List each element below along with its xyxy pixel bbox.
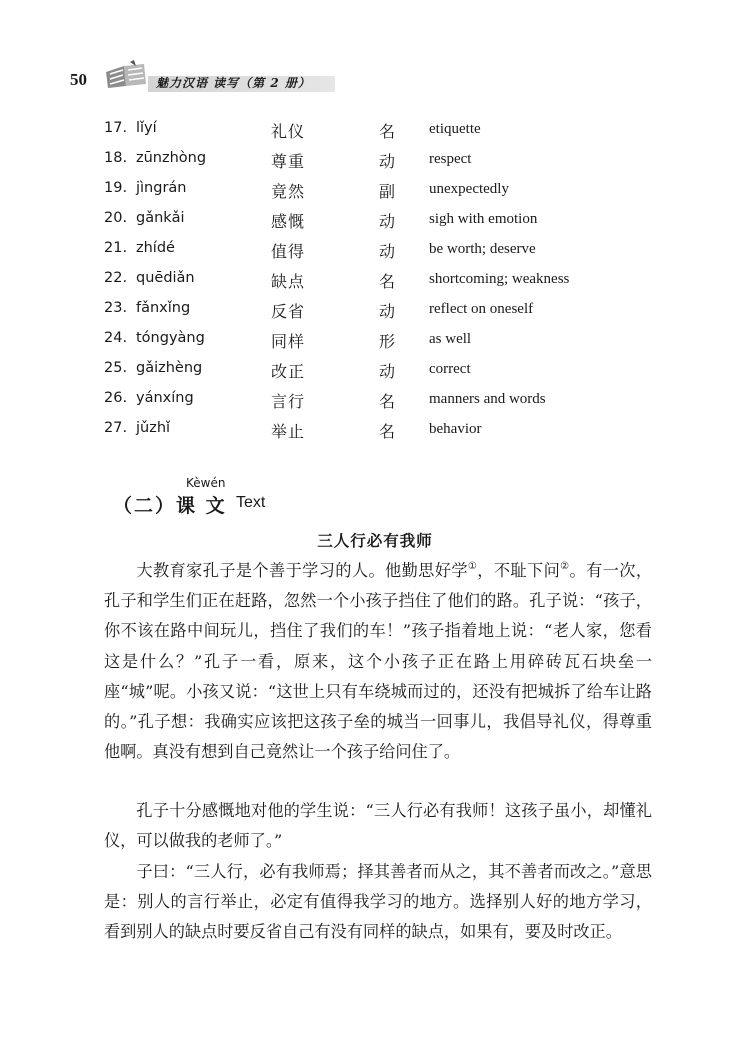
vocab-part-of-speech: 动	[379, 302, 396, 321]
vocab-pinyin: zūnzhòng	[136, 150, 207, 166]
vocab-pinyin: gǎnkǎi	[136, 210, 185, 226]
vocab-definition: sigh with emotion	[429, 211, 538, 227]
vocab-pinyin: yánxíng	[136, 390, 194, 406]
vocab-pinyin: jìngrán	[136, 180, 187, 196]
vocab-row	[0, 420, 750, 444]
vocab-part-of-speech: 动	[379, 212, 396, 231]
vocab-hanzi: 礼仪	[271, 122, 306, 141]
vocab-row	[0, 360, 750, 384]
vocab-hanzi: 竟然	[271, 182, 306, 201]
vocab-part-of-speech: 名	[379, 392, 396, 411]
vocab-hanzi: 反省	[271, 302, 306, 321]
vocab-part-of-speech: 副	[379, 182, 396, 201]
vocab-definition: shortcoming; weakness	[429, 271, 570, 287]
vocab-pinyin: zhídé	[136, 240, 175, 256]
vocab-part-of-speech: 名	[379, 272, 396, 291]
vocab-row	[0, 120, 750, 144]
vocab-pinyin: jǔzhǐ	[136, 420, 171, 436]
vocab-part-of-speech: 形	[379, 332, 396, 351]
vocab-number: 20.	[104, 210, 128, 226]
paragraph-text: ，不耻下问	[477, 561, 561, 580]
vocab-pinyin: lǐyí	[136, 120, 157, 136]
vocab-part-of-speech: 动	[379, 242, 396, 261]
vocab-part-of-speech: 动	[379, 152, 396, 171]
vocab-number: 18.	[104, 150, 128, 166]
paragraph-text: 孔子十分感慨地对他的学生说：“三人行必有我师！这孩子虽小，却懂礼仪，可以做我的老师了。”	[104, 801, 652, 851]
section-english-title: Text	[236, 494, 266, 511]
vocab-definition: respect	[429, 151, 472, 167]
footnote-marker: ①	[467, 561, 478, 572]
vocab-hanzi: 值得	[271, 242, 306, 261]
vocab-number: 22.	[104, 270, 128, 286]
vocab-pinyin: fǎnxǐng	[136, 300, 191, 316]
vocab-number: 17.	[104, 120, 128, 136]
vocab-number: 24.	[104, 330, 128, 346]
vocab-number: 25.	[104, 360, 128, 376]
vocab-number: 21.	[104, 240, 128, 256]
vocab-row	[0, 240, 750, 264]
vocab-part-of-speech: 名	[379, 422, 396, 441]
vocab-row	[0, 210, 750, 234]
vocab-definition: unexpectedly	[429, 181, 509, 197]
paragraph-text: 大教育家孔子是个善于学习的人。他勤思好学	[136, 561, 468, 580]
vocab-number: 27.	[104, 420, 128, 436]
vocab-number: 26.	[104, 390, 128, 406]
vocab-pinyin: gǎizhèng	[136, 360, 203, 376]
vocab-definition: correct	[429, 361, 471, 377]
lesson-paragraph	[104, 796, 652, 856]
paragraph-text: 。有一次，孔子和学生们正在赶路，忽然一个小孩子挡住了他们的路。孔子说：“孩子，你不该在路中间玩儿，挡住了我们的车！”孩子指着地上说：“老人家，您看这是什么？”孔子一看，原来，这个小孩子正在路上用碎砖瓦石块垒一座“城”呢。小孩又说：“这世上只有车绕城而过的，还没有把城拆了给车让路的。”孔子想：我确实应该把这孩子垒的城当一回事儿，我倡导礼仪，得尊重他啊。真没有想到自己竟然让一个孩子给问住了。	[104, 561, 653, 762]
vocab-number: 23.	[104, 300, 128, 316]
vocab-definition: be worth; deserve	[429, 241, 536, 257]
section-title: （二）课 文	[113, 495, 227, 517]
vocab-row	[0, 180, 750, 204]
vocab-hanzi: 改正	[271, 362, 306, 381]
footnote-marker: ②	[560, 561, 570, 572]
vocab-row	[0, 150, 750, 174]
book-logo-icon	[104, 60, 148, 90]
vocab-hanzi: 尊重	[271, 152, 306, 171]
vocab-definition: etiquette	[429, 121, 481, 137]
vocab-row	[0, 390, 750, 414]
vocab-pinyin: tóngyàng	[136, 330, 205, 346]
vocab-part-of-speech: 动	[379, 362, 396, 381]
vocab-row	[0, 300, 750, 324]
paragraph-text: 子曰：“三人行，必有我师焉；择其善者而从之，其不善者而改之。”意思是：别人的言行举止，必定有值得我学习的地方。选择别人好的地方学习，看到别人的缺点时要反省自己有没有同样的缺点，如果有，要及时改正。	[104, 862, 652, 942]
vocab-definition: behavior	[429, 421, 482, 437]
page-number: 50	[70, 70, 87, 89]
vocab-row	[0, 270, 750, 294]
vocab-hanzi: 言行	[271, 392, 306, 411]
vocab-hanzi: 同样	[271, 332, 306, 351]
vocab-hanzi: 举止	[271, 422, 306, 441]
vocab-part-of-speech: 名	[379, 122, 396, 141]
vocab-hanzi: 感慨	[271, 212, 306, 231]
lesson-paragraph	[104, 857, 652, 948]
vocab-definition: manners and words	[429, 391, 546, 407]
vocab-number: 19.	[104, 180, 128, 196]
vocab-pinyin: quēdiǎn	[136, 270, 195, 286]
vocab-definition: as well	[429, 331, 472, 347]
vocab-hanzi: 缺点	[271, 272, 306, 291]
vocab-row	[0, 330, 750, 354]
section-pinyin-ruby: Kèwén	[186, 476, 226, 490]
lesson-paragraph	[104, 556, 652, 767]
vocab-definition: reflect on oneself	[429, 301, 534, 317]
book-title: 魅力汉语 读写（第 2 册）	[156, 76, 311, 90]
lesson-title: 三人行必有我师	[317, 532, 433, 550]
